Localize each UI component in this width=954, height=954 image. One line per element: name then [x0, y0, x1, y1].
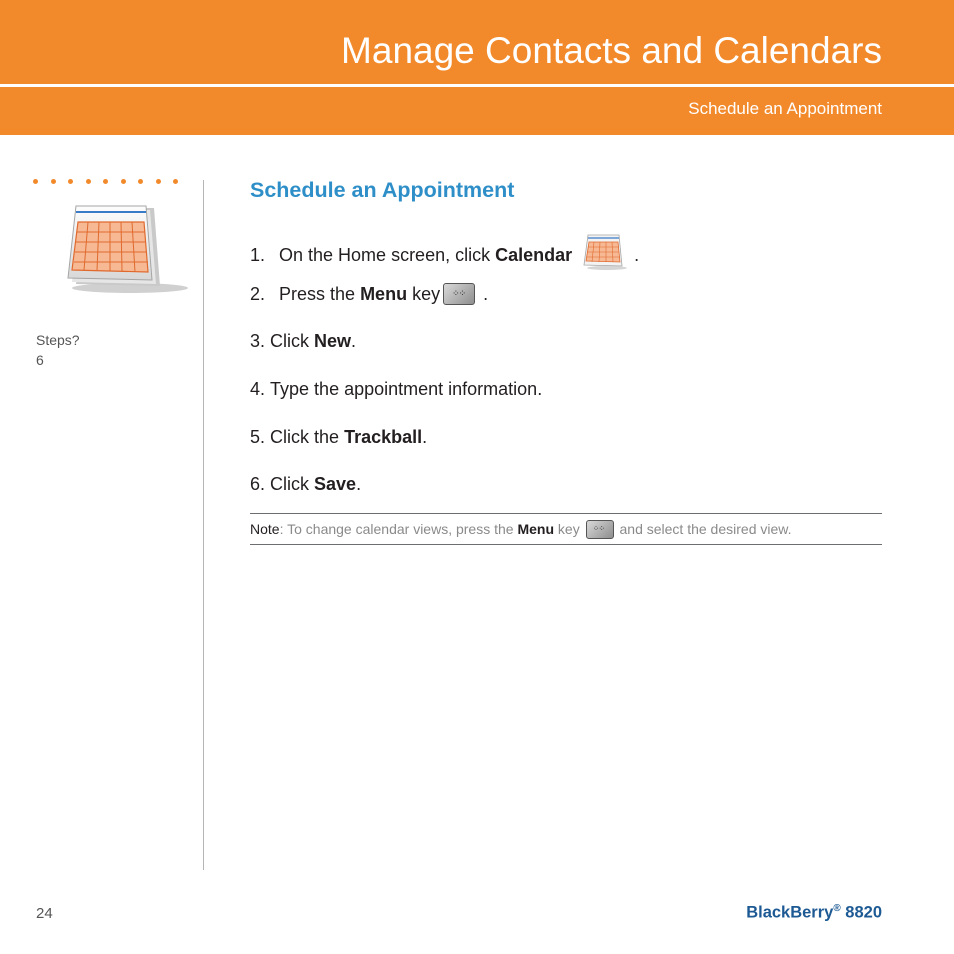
step-number: 3. — [250, 331, 266, 351]
step-bold: New — [314, 331, 352, 351]
model-name: 8820 — [840, 903, 882, 922]
page-title: Manage Contacts and Calendars — [341, 30, 882, 71]
brand-name: BlackBerry — [746, 903, 834, 922]
note-text: key — [554, 521, 584, 537]
step-5 — [250, 425, 427, 449]
step-1 — [250, 234, 639, 276]
brand-footer — [746, 903, 882, 923]
step-text: On the Home screen, click — [279, 245, 496, 265]
step-bold: Save — [314, 474, 357, 494]
menu-key-icon: ⁘⁘ — [586, 520, 614, 539]
step-6 — [250, 472, 361, 496]
note-divider-bottom — [250, 544, 882, 545]
step-text: Press the — [279, 284, 361, 304]
step-number: 6. — [250, 474, 266, 494]
step-bold: Menu — [360, 284, 408, 304]
step-number: 2. — [250, 284, 266, 304]
note-label: Note — [250, 521, 280, 537]
step-bold: Calendar — [495, 245, 573, 265]
step-text: . — [351, 331, 357, 351]
step-number: 1. — [250, 245, 266, 265]
registered-mark: ® — [833, 903, 841, 914]
step-bold: Trackball — [344, 427, 423, 447]
step-number: 4. — [250, 379, 266, 399]
menu-key-icon: ⁘⁘ — [443, 283, 475, 305]
step-4 — [250, 377, 542, 401]
steps-count: 6 — [36, 352, 44, 368]
step-text: . — [634, 245, 640, 265]
sidebar-divider — [203, 180, 204, 870]
step-text: key — [407, 284, 441, 304]
step-text: . — [356, 474, 362, 494]
step-text: . — [422, 427, 428, 447]
note-divider-top — [250, 513, 882, 514]
note-text: and select the desired view. — [615, 521, 792, 537]
step-text: Click the — [270, 427, 345, 447]
decorative-dots — [33, 179, 178, 184]
steps-label: Steps? — [36, 332, 80, 348]
section-heading: Schedule an Appointment — [250, 178, 515, 202]
step-number: 5. — [250, 427, 266, 447]
step-text: Click — [270, 331, 315, 351]
section-subtitle: Schedule an Appointment — [688, 99, 882, 118]
note — [250, 519, 792, 539]
calendar-icon — [582, 234, 628, 276]
step-3 — [250, 329, 356, 353]
step-2 — [250, 282, 488, 306]
step-text: Type the appointment information. — [270, 379, 543, 399]
note-bold: Menu — [517, 521, 555, 537]
page-number: 24 — [36, 905, 53, 922]
step-text: Click — [270, 474, 315, 494]
step-text: . — [483, 284, 489, 304]
calendar-icon — [64, 204, 190, 299]
note-text: : To change calendar views, press the — [279, 521, 518, 537]
